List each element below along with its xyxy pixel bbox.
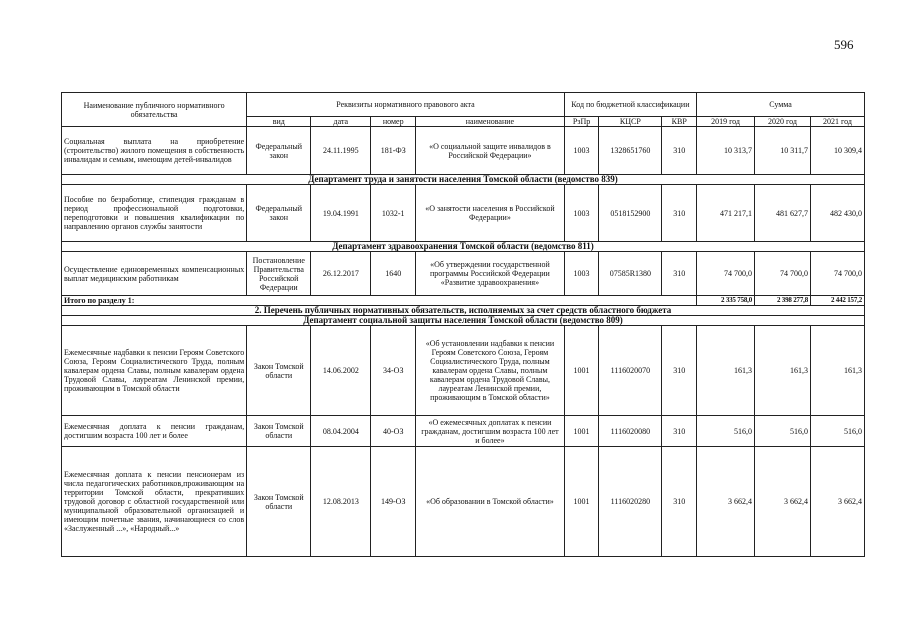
header-name: Наименование публичного нормативного обязательства bbox=[62, 93, 247, 127]
sum-2020: 481 627,7 bbox=[755, 185, 811, 242]
kvr-code: 310 bbox=[662, 326, 697, 416]
total-2019: 2 335 758,0 bbox=[697, 296, 755, 306]
kcsr-code: 1328651760 bbox=[599, 127, 662, 175]
sum-2020: 3 662,4 bbox=[755, 447, 811, 557]
obligation-name: Социальная выплата на приобретение (строительство) жилого помещения в собственность инвалидам и семьям, имеющим детей-инвалидов bbox=[62, 127, 247, 175]
rzpr-code: 1003 bbox=[564, 185, 599, 242]
act-number: 149-ОЗ bbox=[371, 447, 416, 557]
section-title: Департамент социальной защиты населения Томской области (ведомство 809) bbox=[62, 316, 865, 326]
rzpr-code: 1003 bbox=[564, 127, 599, 175]
table-row bbox=[62, 185, 865, 242]
act-date: 19.04.1991 bbox=[311, 185, 371, 242]
section-row bbox=[62, 306, 865, 316]
total-row bbox=[62, 296, 865, 306]
header-kvr: КВР bbox=[662, 117, 697, 127]
rzpr-code: 1001 bbox=[564, 447, 599, 557]
page-number: 596 bbox=[834, 37, 854, 52]
sum-2020: 516,0 bbox=[755, 416, 811, 447]
total-2020: 2 398 277,8 bbox=[755, 296, 811, 306]
sum-2019: 516,0 bbox=[697, 416, 755, 447]
header-2019: 2019 год bbox=[697, 117, 755, 127]
part-title: 2. Перечень публичных нормативных обязательств, исполняемых за счет средств областного бюджета bbox=[62, 306, 865, 316]
header-title: наименование bbox=[416, 117, 565, 127]
act-type: Федеральный закон bbox=[247, 185, 311, 242]
kcsr-code: 0518152900 bbox=[599, 185, 662, 242]
table-row bbox=[62, 447, 865, 557]
obligation-name: Ежемесячная доплата к пенсии гражданам, достигшим возраста 100 лет и более bbox=[62, 416, 247, 447]
section-row bbox=[62, 316, 865, 326]
header-date: дата bbox=[311, 117, 371, 127]
header-2021: 2021 год bbox=[811, 117, 865, 127]
act-title: «О ежемесячных доплатах к пенсии гражданам, достигшим возраста 100 лет и более» bbox=[416, 416, 565, 447]
kvr-code: 310 bbox=[662, 252, 697, 296]
table-row bbox=[62, 252, 865, 296]
act-number: 181-ФЗ bbox=[371, 127, 416, 175]
sum-2020: 10 311,7 bbox=[755, 127, 811, 175]
table-row bbox=[62, 326, 865, 416]
header-number: номер bbox=[371, 117, 416, 127]
kvr-code: 310 bbox=[662, 185, 697, 242]
act-type: Закон Томской области bbox=[247, 447, 311, 557]
obligation-name: Ежемесячная доплата к пенсии пенсионерам из числа педагогических работников,проживающим на территории Томской области, прекративших трудовой договор с областной государственной или муниципальной образовательной организацией и имеющим почетные звания, начинающиеся со слов «Заслуженный ...», «Народный...» bbox=[62, 447, 247, 557]
header-code: Код по бюджетной классификации bbox=[564, 93, 696, 117]
header-vid: вид bbox=[247, 117, 311, 127]
obligations-table bbox=[61, 92, 865, 557]
act-type: Федеральный закон bbox=[247, 127, 311, 175]
section-title: Департамент здравоохранения Томской области (ведомство 811) bbox=[62, 242, 865, 252]
act-date: 26.12.2017 bbox=[311, 252, 371, 296]
kvr-code: 310 bbox=[662, 127, 697, 175]
kcsr-code: 1116020280 bbox=[599, 447, 662, 557]
sum-2019: 161,3 bbox=[697, 326, 755, 416]
act-date: 12.08.2013 bbox=[311, 447, 371, 557]
kcsr-code: 1116020070 bbox=[599, 326, 662, 416]
header-kcsr: КЦСР bbox=[599, 117, 662, 127]
section-row bbox=[62, 175, 865, 185]
kvr-code: 310 bbox=[662, 416, 697, 447]
section-title: Департамент труда и занятости населения Томской области (ведомство 839) bbox=[62, 175, 865, 185]
act-title: «О занятости населения в Российской Федерации» bbox=[416, 185, 565, 242]
sum-2020: 74 700,0 bbox=[755, 252, 811, 296]
kvr-code: 310 bbox=[662, 447, 697, 557]
sum-2019: 10 313,7 bbox=[697, 127, 755, 175]
act-number: 40-ОЗ bbox=[371, 416, 416, 447]
act-date: 24.11.1995 bbox=[311, 127, 371, 175]
sum-2021: 516,0 bbox=[811, 416, 865, 447]
header-sum: Сумма bbox=[697, 93, 865, 117]
sum-2019: 3 662,4 bbox=[697, 447, 755, 557]
section-row bbox=[62, 242, 865, 252]
rzpr-code: 1001 bbox=[564, 416, 599, 447]
act-date: 08.04.2004 bbox=[311, 416, 371, 447]
table-row bbox=[62, 416, 865, 447]
act-title: «О социальной защите инвалидов в Российской Федерации» bbox=[416, 127, 565, 175]
sum-2019: 471 217,1 bbox=[697, 185, 755, 242]
header-rzpr: РзПр bbox=[564, 117, 599, 127]
sum-2021: 482 430,0 bbox=[811, 185, 865, 242]
sum-2021: 161,3 bbox=[811, 326, 865, 416]
act-number: 34-ОЗ bbox=[371, 326, 416, 416]
sum-2019: 74 700,0 bbox=[697, 252, 755, 296]
act-type: Постановление Правительства Российской Федерации bbox=[247, 252, 311, 296]
act-title: «Об установлении надбавки к пенсии Героям Советского Союза, Героям Социалистического Труда, полным кавалерам ордена Славы, полным кавалерам ордена Трудовой Славы, лауреатам Ленинской премии, проживающим в Томской области» bbox=[416, 326, 565, 416]
kcsr-code: 1116020080 bbox=[599, 416, 662, 447]
table-row bbox=[62, 127, 865, 175]
kcsr-code: 07585R1380 bbox=[599, 252, 662, 296]
header-2020: 2020 год bbox=[755, 117, 811, 127]
sum-2021: 3 662,4 bbox=[811, 447, 865, 557]
act-title: «Об утверждении государственной программы Российской Федерации «Развитие здравоохранения» bbox=[416, 252, 565, 296]
rzpr-code: 1001 bbox=[564, 326, 599, 416]
act-number: 1032-1 bbox=[371, 185, 416, 242]
act-number: 1640 bbox=[371, 252, 416, 296]
total-label: Итого по разделу 1: bbox=[62, 296, 697, 306]
act-date: 14.06.2002 bbox=[311, 326, 371, 416]
obligation-name: Пособие по безработице, стипендия гражданам в период профессиональной подготовки, переподготовки и повышения квалификации по направлению органов службы занятости bbox=[62, 185, 247, 242]
act-type: Закон Томской области bbox=[247, 416, 311, 447]
sum-2020: 161,3 bbox=[755, 326, 811, 416]
act-title: «Об образовании в Томской области» bbox=[416, 447, 565, 557]
header-row-1 bbox=[62, 93, 865, 117]
sum-2021: 10 309,4 bbox=[811, 127, 865, 175]
obligation-name: Ежемесячные надбавки к пенсии Героям Советского Союза, Героям Социалистического Труда, полным кавалерам ордена Славы, полным кавалерам ордена Трудовой Славы, лауреатам Ленинской премии, проживающим в Томской области bbox=[62, 326, 247, 416]
sum-2021: 74 700,0 bbox=[811, 252, 865, 296]
act-type: Закон Томской области bbox=[247, 326, 311, 416]
obligation-name: Осуществление единовременных компенсационных выплат медицинским работникам bbox=[62, 252, 247, 296]
total-2021: 2 442 157,2 bbox=[811, 296, 865, 306]
rzpr-code: 1003 bbox=[564, 252, 599, 296]
header-requisites: Реквизиты нормативного правового акта bbox=[247, 93, 565, 117]
